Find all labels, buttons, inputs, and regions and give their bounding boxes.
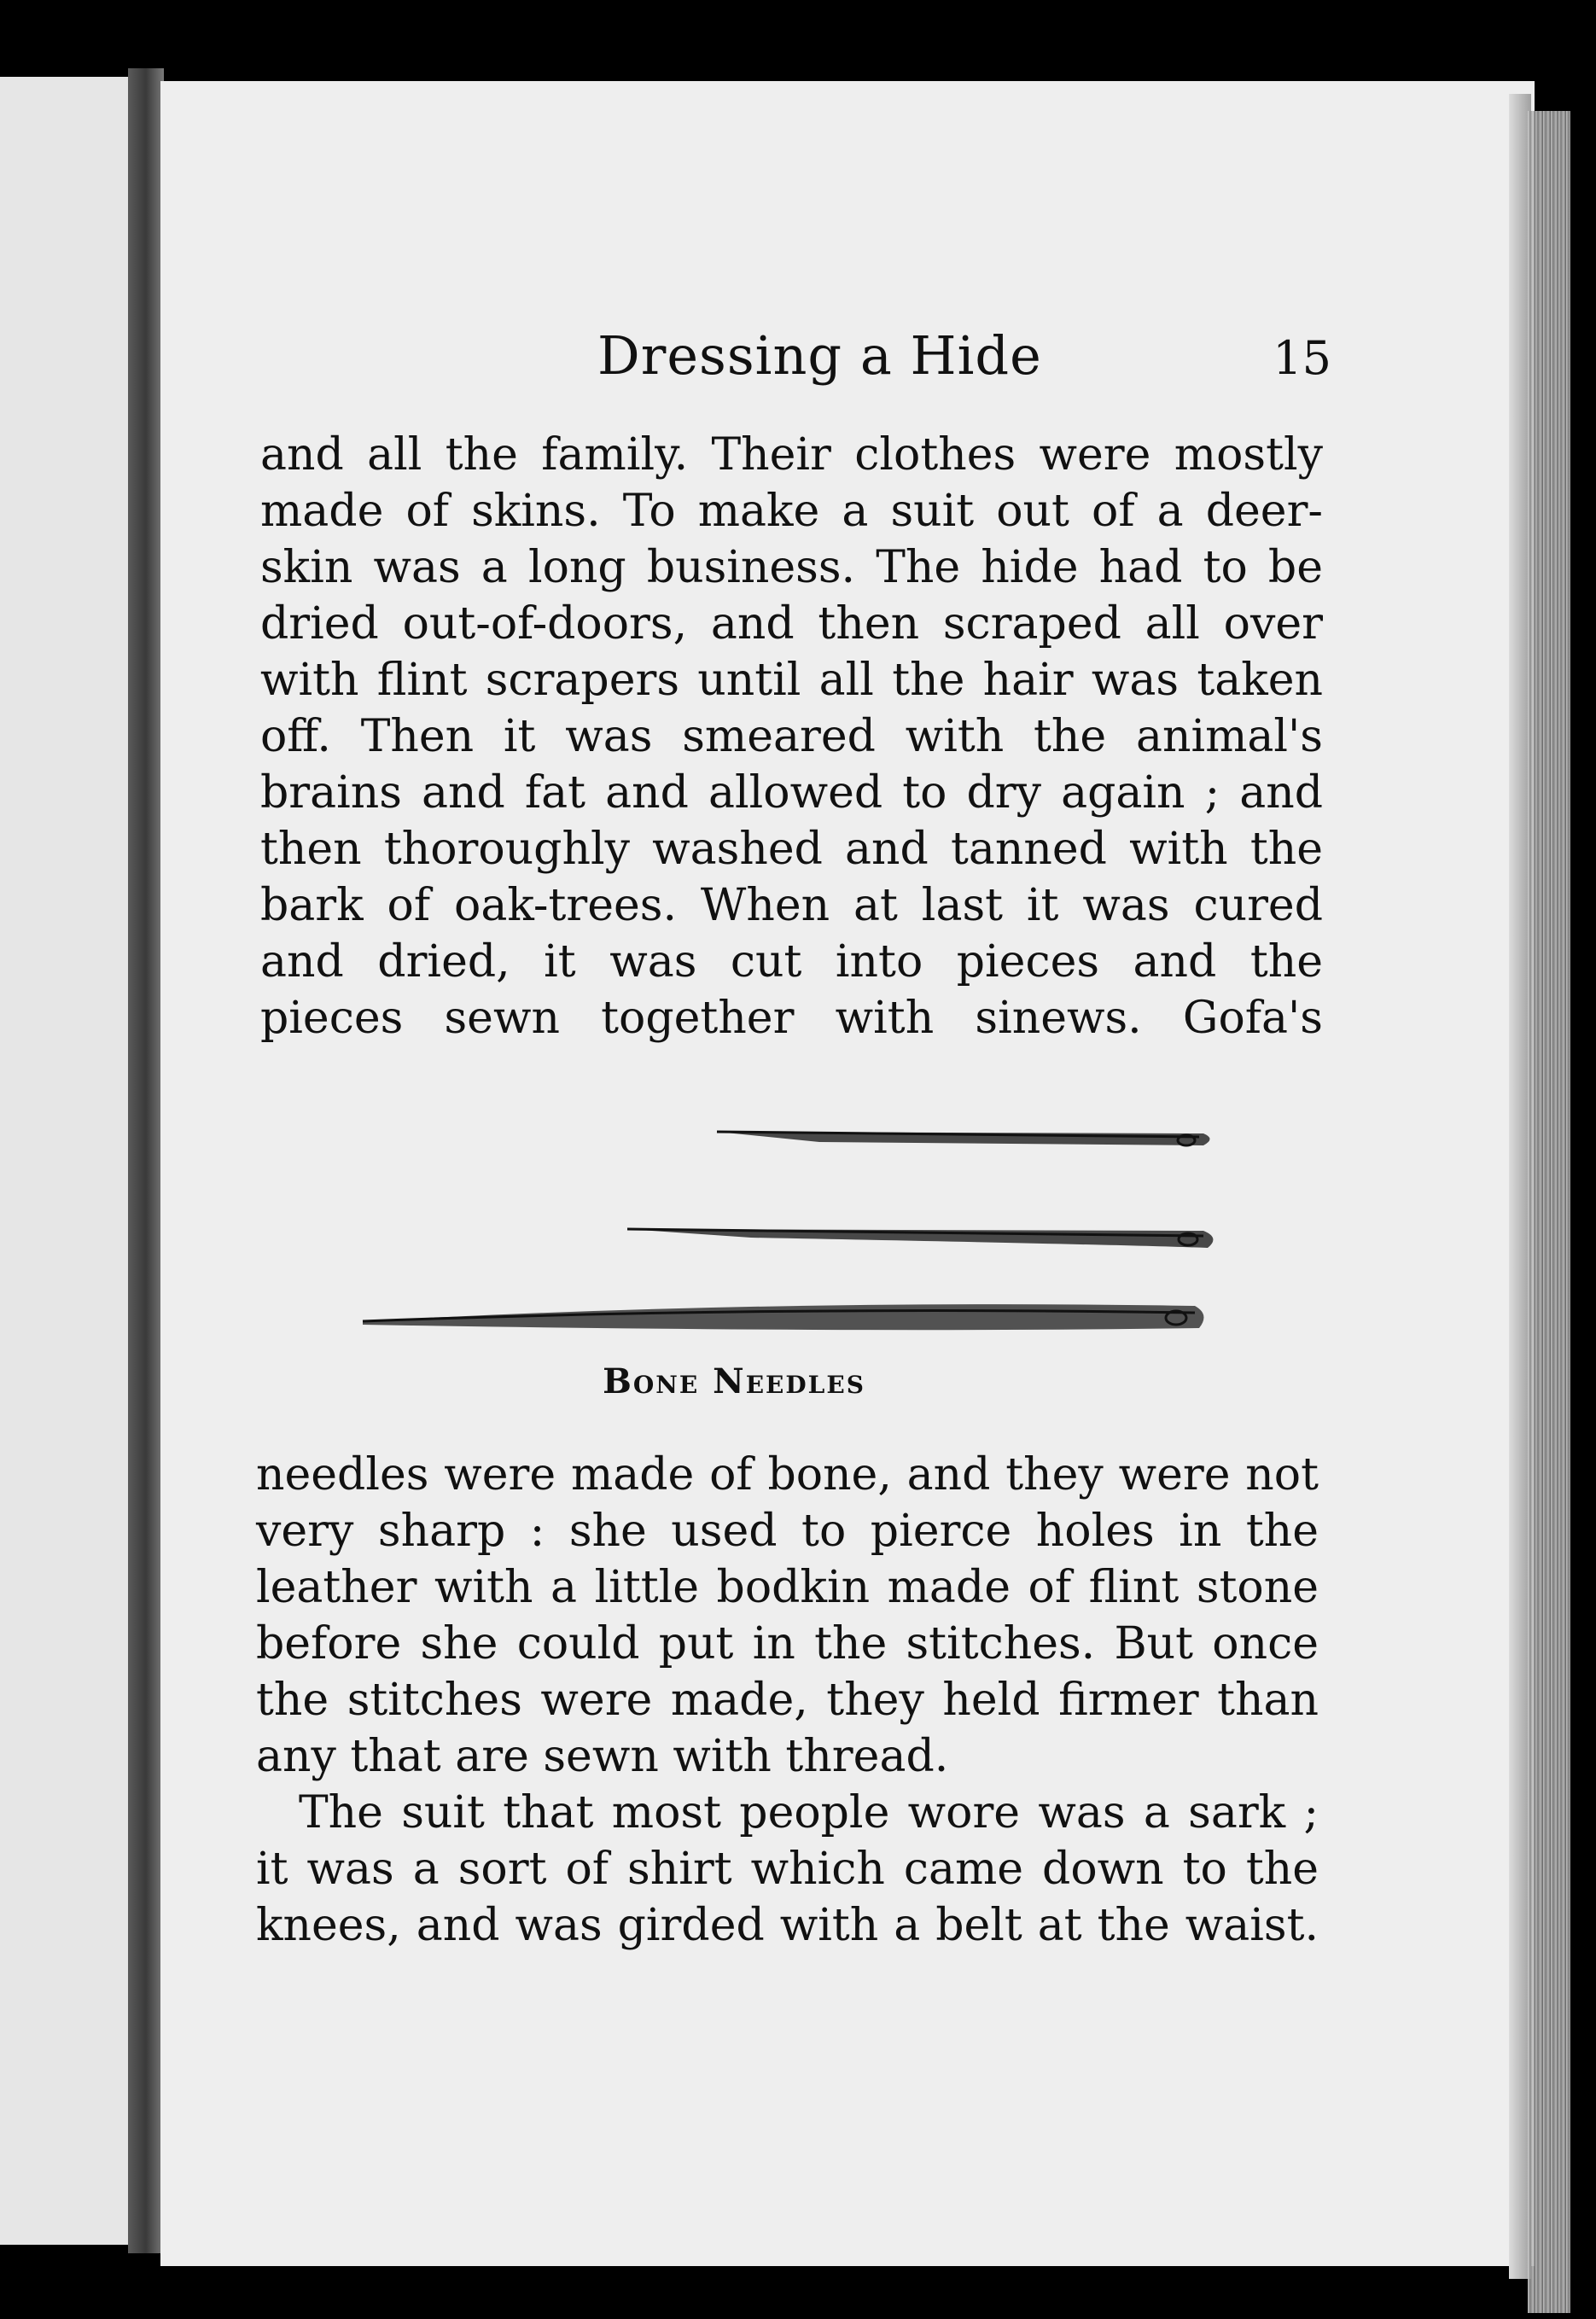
text-line: bark of oak-trees. When at last it was cured (260, 880, 1323, 931)
book-gutter (128, 68, 164, 2253)
paragraph-1 (260, 427, 1323, 1046)
page-number: 15 (1273, 331, 1331, 385)
text-line: very sharp : she used to pierce holes in the (256, 1506, 1319, 1557)
text-line: made of skins. To make a suit out of a deer- (260, 486, 1323, 537)
text-line: with flint scrapers until all the hair was taken (260, 655, 1323, 706)
running-title: Dressing a Hide (597, 324, 1042, 387)
text-line: the stitches were made, they held firmer than (256, 1675, 1319, 1726)
text-line: then thoroughly washed and tanned with the (260, 824, 1323, 875)
fore-edge-pages (1528, 111, 1570, 2313)
facing-page-edge (0, 77, 137, 2245)
paragraph-2 (256, 1447, 1319, 1954)
text-line: The suit that most people wore was a sark ; (299, 1787, 1319, 1838)
needle-short (717, 1132, 1210, 1145)
text-line: skin was a long business. The hide had to be (260, 542, 1323, 593)
figure-caption: Bone Needles (603, 1361, 865, 1401)
needle-long (363, 1304, 1203, 1330)
text-line: and all the family. Their clothes were mostly (260, 429, 1323, 481)
text-line: needles were made of bone, and they were not (256, 1449, 1319, 1500)
text-line: and dried, it was cut into pieces and the (260, 936, 1323, 988)
bone-needles-illustration (341, 1101, 1246, 1383)
text-line: before she could put in the stitches. But once (256, 1618, 1319, 1669)
text-line: any that are sewn with thread. (256, 1731, 949, 1782)
text-line: dried out-of-doors, and then scraped all over (260, 598, 1323, 650)
text-line: it was a sort of shirt which came down to the (256, 1844, 1319, 1895)
running-header (256, 324, 1331, 410)
text-line: knees, and was girded with a belt at the waist. (256, 1900, 1319, 1951)
needles-icon (341, 1101, 1246, 1357)
text-line: brains and fat and allowed to dry again ; and (260, 767, 1323, 819)
needle-medium (627, 1229, 1213, 1248)
text-line: off. Then it was smeared with the animal's (260, 711, 1323, 762)
text-line: pieces sewn together with sinews. Gofa's (260, 993, 1323, 1044)
text-line: leather with a little bodkin made of flint stone (256, 1562, 1319, 1613)
